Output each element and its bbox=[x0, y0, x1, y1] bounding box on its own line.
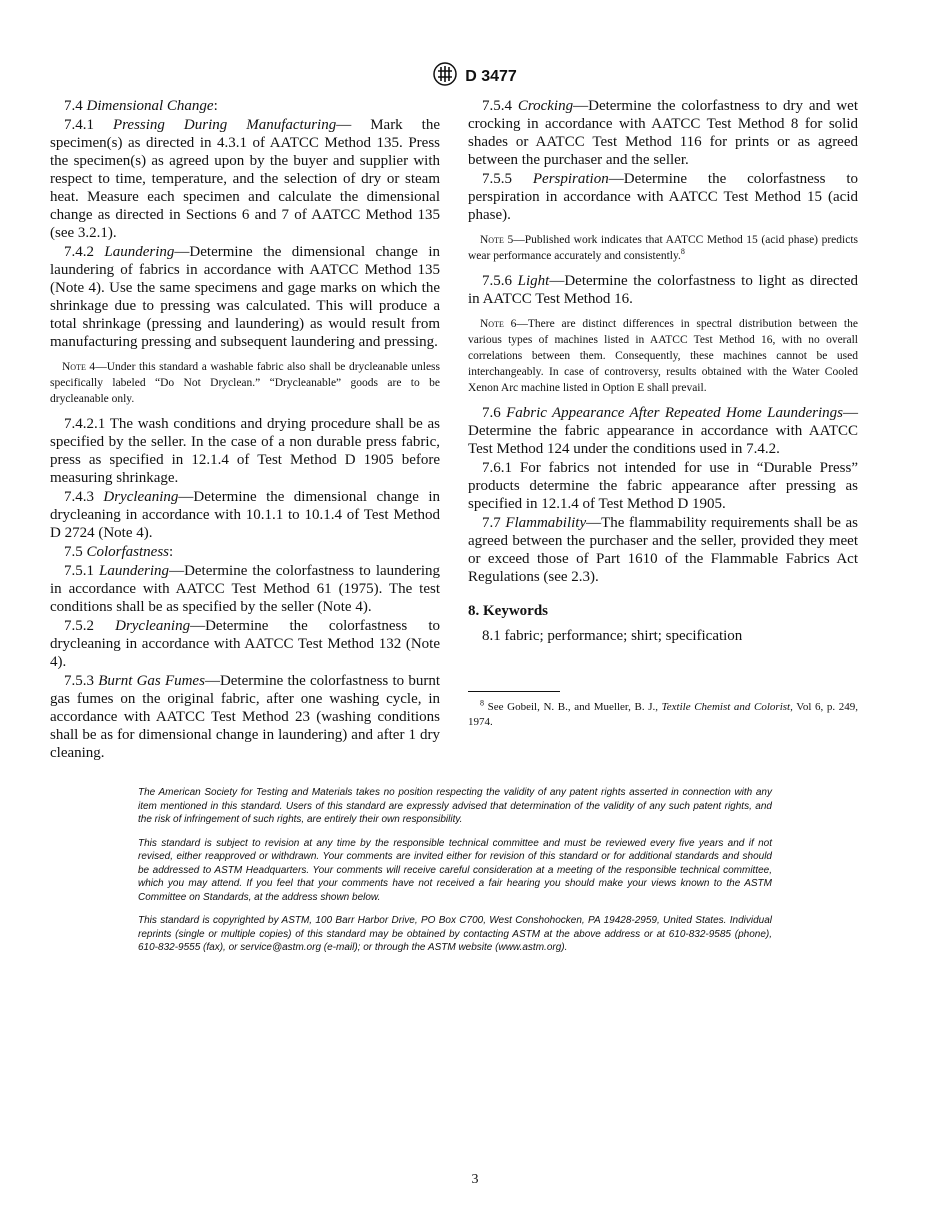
paragraph-7-4-2-1: 7.4.2.1 The wash conditions and drying procedure shall be as specified by the seller. In the case of a non durable press fabric, press as specified in 12.1.4 of Test Method D 1905 before measuring shrinkage. bbox=[50, 416, 440, 486]
footnote-8: $^8$ See Gobeil, N. B., and Mueller, B. J., Textile Chemist and Colorist, Vol 6, p. 249, 1974. bbox=[468, 698, 859, 728]
paragraph-7-4: 7.4 Dimensional Change: bbox=[64, 98, 218, 114]
disclaimer-copyright: This standard is copyrighted by ASTM, 100 Barr Harbor Drive, PO Box C700, West Conshohocken, PA 19428-2959, United States. Individual reprints (single or multiple copies) of this standard may be obtained by contacting ASTM at the above address or at 610-832-9585 (phone), 610-832-9555 (fax), or service@astm.org (e-mail); or through the ASTM website (www.astm.org). bbox=[138, 915, 772, 953]
note-6: Note 6—There are distinct differences in spectral distribution between the various types of machines listed in AATCC Test Method 16, with no overall correlations between them. Consequently, these machines cannot be used interchangeably. In case of controversy, results obtained with the Water Cooled Xenon Arc machine listed in Option E shall prevail. bbox=[468, 318, 858, 394]
paragraph-7-5-4: 7.5.4 Crocking—Determine the colorfastness to dry and wet crocking in accordance with AATCC Test Method 8 for solid shades or AATCC Test Method 116 for prints or as agreed between the purchaser and the seller. bbox=[468, 98, 858, 168]
paragraph-7-4-2: 7.4.2 Laundering—Determine the dimensional change in laundering of fabrics in accordance with AATCC Method 135 (Note 4). Use the same specimens and gage marks on which the shrinkage due to pressing was calculated. This will produce a total shrinkage (pressing and laundering) as would result from manufacturing pressing and subsequent laundering and pressing. bbox=[50, 244, 441, 350]
right-column bbox=[468, 97, 858, 730]
footnote-ref[interactable]: 8 bbox=[680, 247, 685, 257]
paragraph-7-5: 7.5 Colorfastness: bbox=[64, 544, 174, 560]
paragraph-8-1: 8.1 fabric; performance; shirt; specification bbox=[482, 628, 743, 644]
astm-disclaimer bbox=[138, 786, 772, 965]
paragraph-7-4-3: 7.4.3 Drycleaning—Determine the dimensional change in drycleaning in accordance with 10.1.1 to 10.1.4 of Test Method D 2724 (Note 4). bbox=[50, 489, 441, 541]
note-4: Note 4—Under this standard a washable fabric also shall be drycleanable unless specifically labeled “Do Not Dryclean.” “Drycleanable” goods are to be drycleanable only. bbox=[50, 361, 441, 405]
paragraph-7-7: 7.7 Flammability—The flammability requirements shall be as agreed between the purchaser and the seller, provided they meet or exceed those of Part 1610 of the Flammable Fabrics Act Regulations (see 2.3). bbox=[468, 515, 859, 585]
paragraph-7-6: 7.6 Fabric Appearance After Repeated Home Launderings—Determine the fabric appearance in accordance with AATCC Test Method 124 under the conditions used in 7.4.2. bbox=[468, 405, 859, 457]
paragraph-7-5-1: 7.5.1 Laundering—Determine the colorfastness to laundering in accordance with AATCC Test Method 61 (1975). The test conditions shall be as specified by the seller (Note 4). bbox=[50, 563, 440, 615]
document-id: D 3477 bbox=[465, 67, 517, 85]
paragraph-7-5-3: 7.5.3 Burnt Gas Fumes—Determine the colorfastness to burnt gas fumes on the original fabric, after one washing cycle, in accordance with AATCC Test Method 23 (washing conditions shall be as for dimensional change in laundering) and after 1 dry cleaning. bbox=[50, 673, 441, 761]
note-5: Note 5—Published work indicates that AATCC Method 15 (acid phase) predicts wear performance accurately and consistently.$^8$ bbox=[468, 234, 859, 262]
footnote-divider bbox=[468, 691, 560, 692]
disclaimer-revision: This standard is subject to revision at any time by the responsible technical committee and must be reviewed every five years and if not revised, either reapproved or withdrawn. Your comments are invited either for revision of this standard or for additional standards and should be addressed to ASTM Headquarters. Your comments will receive careful consideration at a meeting of the responsible technical committee, which you may attend. If you feel that your comments have not received a fair hearing you should make your views known to the ASTM Committee on Standards, at the address shown below. bbox=[138, 837, 772, 903]
paragraph-7-4-1: 7.4.1 Pressing During Manufacturing— Mark the specimen(s) as directed in 4.3.1 of AATCC Method 135. Press the specimen(s) as agreed upon by the buyer and supplier with respect to time, temperature, and the selection of dry or steam heat. Measure each specimen and calculate the dimensional change as directed in Sections 6 and 7 of AATCC Method 135 (see 3.2.1). bbox=[50, 117, 440, 241]
paragraph-7-6-1: 7.6.1 For fabrics not intended for use in “Durable Press” products determine the fabric appearance after pressing as specified in 12.1.4 of Test Method D 1905. bbox=[468, 460, 858, 512]
page-header bbox=[0, 62, 950, 91]
paragraph-7-5-6: 7.5.6 Light—Determine the colorfastness to light as directed in AATCC Test Method 16. bbox=[468, 273, 858, 307]
paragraph-7-5-5: 7.5.5 Perspiration—Determine the colorfastness to perspiration in accordance with AATCC Test Method 15 (acid phase). bbox=[468, 171, 859, 223]
paragraph-7-5-2: 7.5.2 Drycleaning—Determine the colorfastness to drycleaning in accordance with AATCC Test Method 132 (Note 4). bbox=[50, 618, 441, 670]
page-number: 3 bbox=[471, 1172, 479, 1187]
section-8-heading: 8. Keywords bbox=[468, 603, 548, 619]
disclaimer-patent: The American Society for Testing and Materials takes no position respecting the validity of any patent rights asserted in connection with any item mentioned in this standard. Users of this standard are expressly advised that determination of the validity of any such patent rights, and the risk of infringement of such rights, are entirely their own responsibility. bbox=[138, 787, 772, 825]
astm-logo-icon bbox=[433, 62, 457, 91]
left-column bbox=[50, 97, 440, 763]
